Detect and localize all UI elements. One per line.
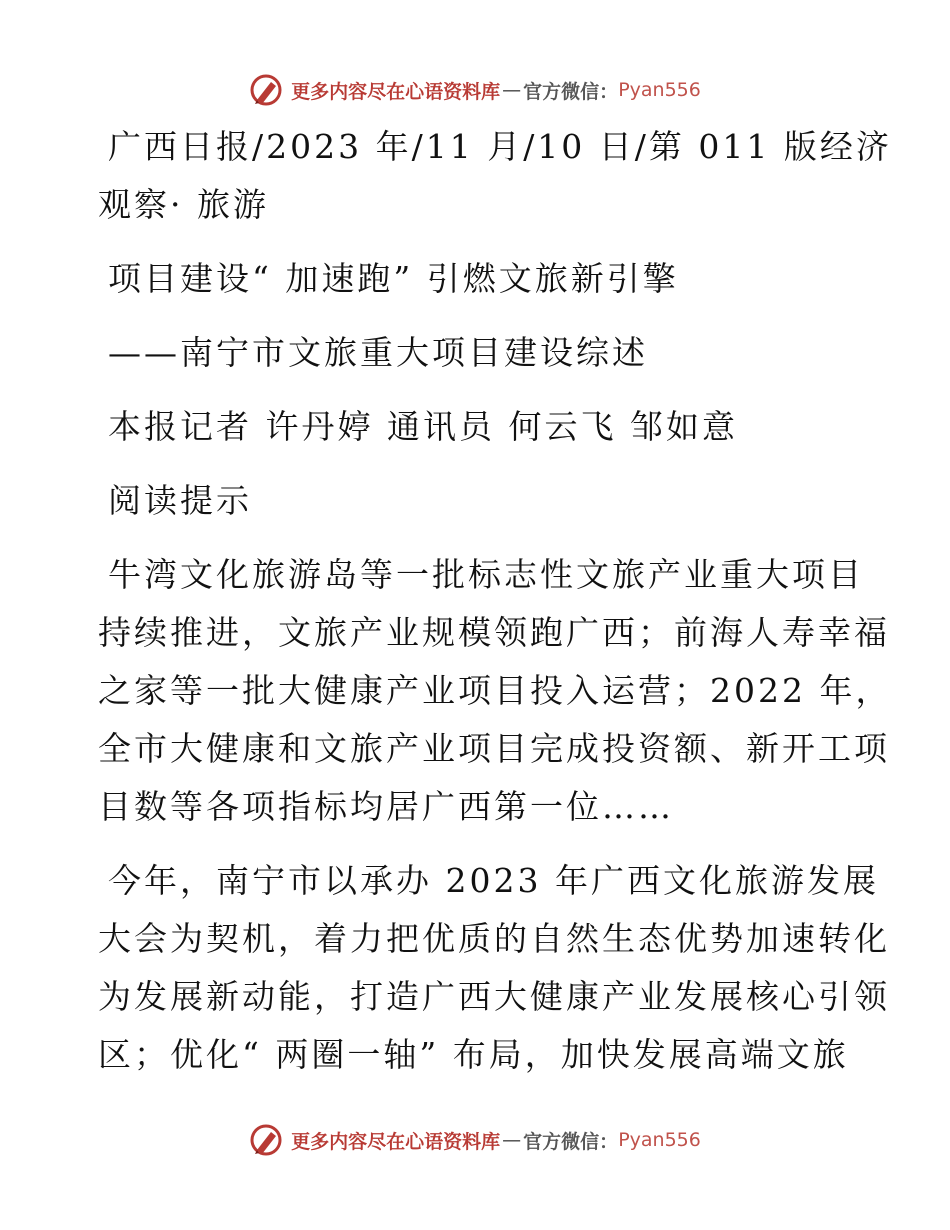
source-line-2: 观察· 旅游 xyxy=(98,185,269,224)
watermark-bottom xyxy=(0,1120,950,1160)
watermark-main-text: 更多内容尽在心语资料库 xyxy=(291,80,501,103)
paragraph-line: 持续推进，文旅产业规模领跑广西；前海人寿幸福 xyxy=(98,613,890,652)
paragraph-line: 牛湾文化旅游岛等一批标志性文旅产业重大项目 xyxy=(108,555,864,594)
byline: 本报记者 许丹婷 通讯员 何云飞 邹如意 xyxy=(108,407,738,446)
paragraph-line: 区；优化“ 两圈一轴” 布局，加快发展高端文旅 xyxy=(98,1035,849,1074)
watermark-id: Pyan556 xyxy=(618,79,701,101)
watermark-label: 官方微信： xyxy=(523,1130,619,1153)
article-title: 项目建设“ 加速跑” 引燃文旅新引擎 xyxy=(108,259,679,298)
paragraph-line: 今年，南宁市以承办 2023 年广西文化旅游发展 xyxy=(108,861,879,900)
paragraph-line: 为发展新动能，打造广西大健康产业发展核心引领 xyxy=(98,977,890,1016)
pen-logo-icon xyxy=(249,1123,283,1157)
paragraph-2 xyxy=(98,852,890,1084)
paragraph-1 xyxy=(98,546,892,836)
paragraph-line: 之家等一批大健康产业项目投入运营；2022 年， xyxy=(98,671,892,710)
paragraph-line: 全市大健康和文旅产业项目完成投资额、新开工项 xyxy=(98,729,890,768)
paragraph-line: 大会为契机，着力把优质的自然生态优势加速转化 xyxy=(98,919,890,958)
article-body xyxy=(98,118,892,1084)
watermark-top xyxy=(0,70,950,110)
watermark-main-text: 更多内容尽在心语资料库 xyxy=(291,1130,501,1153)
watermark-label: 官方微信： xyxy=(523,80,619,103)
source-line-1: 广西日报/2023 年/11 月/10 日/第 011 版经济 xyxy=(108,127,892,166)
paragraph-line: 目数等各项指标均居广西第一位…… xyxy=(98,787,674,826)
article-subtitle: ——南宁市文旅重大项目建设综述 xyxy=(108,333,648,372)
watermark-id: Pyan556 xyxy=(618,1129,701,1151)
pen-logo-icon xyxy=(249,73,283,107)
watermark-dash: — xyxy=(502,1129,522,1151)
reading-tip-label: 阅读提示 xyxy=(108,481,252,520)
watermark-dash: — xyxy=(502,79,522,101)
